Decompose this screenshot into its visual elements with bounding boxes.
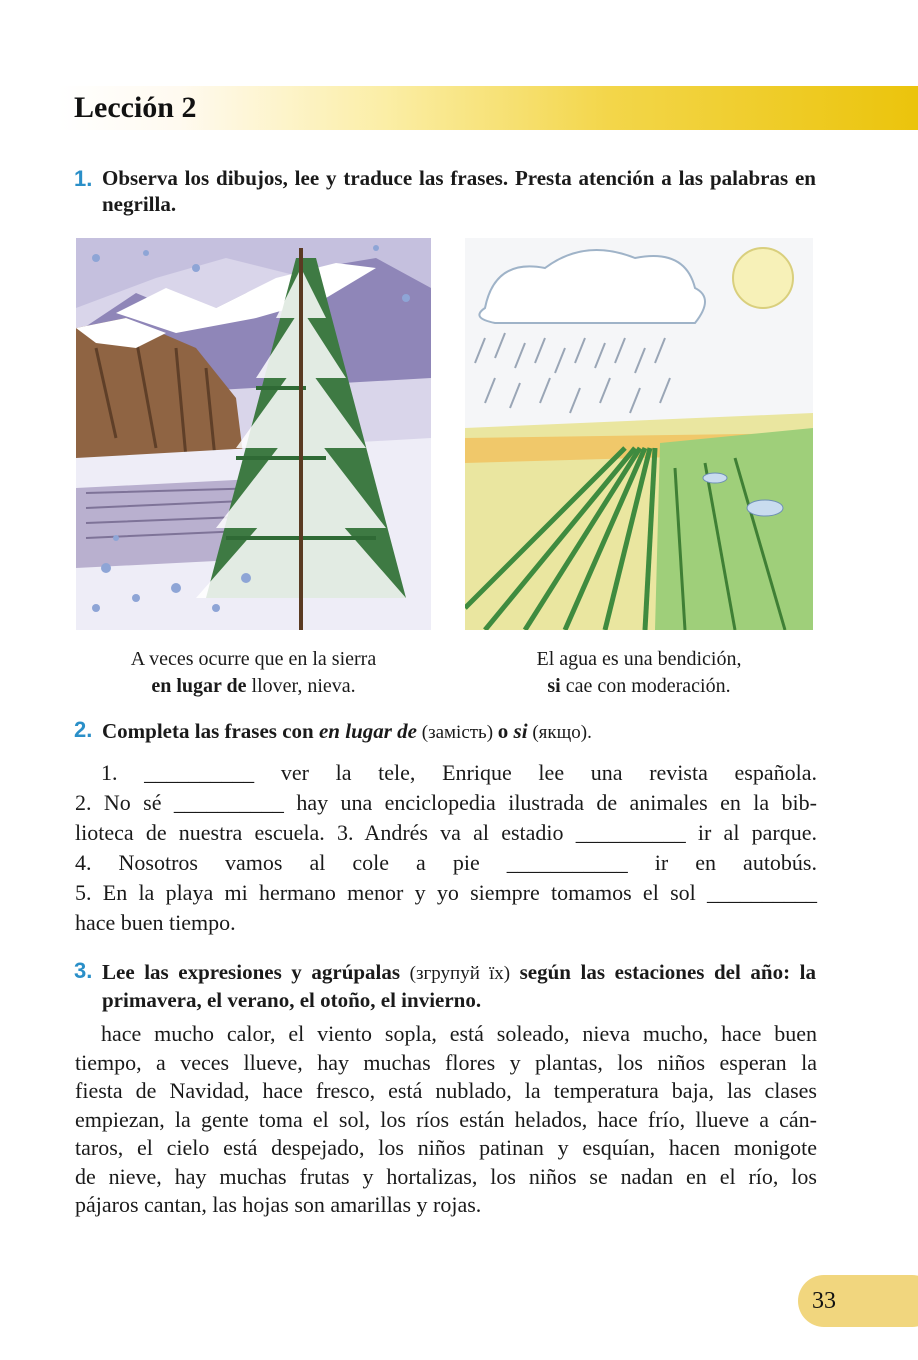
rain-fields-illustration — [465, 238, 813, 630]
exercise-3-instruction — [102, 959, 816, 1013]
exercise-3-number: 3. — [74, 958, 93, 983]
caption-left-line1: A veces ocurre que en la sierra — [130, 648, 377, 670]
exercise-3-instr-b: (згрупуй їх) — [409, 963, 511, 984]
caption-right-line2 — [465, 673, 813, 700]
exercise-2-instr-d: o — [497, 719, 514, 743]
exercise-3-line: pájaros cantan, las hojas son amarillas y rojas. — [75, 1192, 482, 1217]
exercise-2-sentences — [75, 758, 817, 938]
exercise-2-instr-a: Completa las frases con — [102, 719, 319, 743]
exercise-2-instr-e: si — [513, 719, 528, 743]
exercise-3-instr-c: según las estaciones del año: la primavera, el verano, el otoño, el invierno. — [102, 960, 816, 1012]
exercise-3-line: empiezan, la gente toma el sol, los ríos están helados, hace frío, llueve a cán- — [75, 1106, 817, 1132]
caption-left-line2 — [76, 673, 431, 700]
exercise-2-line: 1. __________ ver la tele, Enrique lee una revista española. — [101, 760, 817, 785]
exercise-2-instr-b: en lugar de — [318, 719, 417, 743]
exercise-1-number: 1. — [74, 166, 93, 191]
caption-right — [465, 646, 813, 700]
exercise-3-line: taros, el cielo está despejado, los niños patinan y esquían, hacen monigote — [75, 1135, 817, 1160]
exercise-2-instr-f: (якщо). — [527, 722, 592, 743]
exercise-3-line: hace mucho calor, el viento sopla, está soleado, nieva mucho, hace buen — [101, 1021, 817, 1046]
exercise-2-instr-c: (замість) — [417, 722, 498, 743]
exercise-3-line: tiempo, a veces llueve, hay muchas flores y plantas, los niños esperan la — [75, 1049, 817, 1075]
caption-right-line1: El agua es una bendición, — [536, 648, 742, 670]
exercise-2-instruction — [102, 718, 816, 746]
exercise-2-line: 2. No sé __________ hay una enciclopedia ilustrada de animales en la bib- — [75, 790, 817, 815]
lesson-title: Lección 2 — [74, 91, 197, 124]
caption-right-rest: cae con moderación. — [560, 675, 731, 697]
caption-right-bold: si — [547, 675, 561, 697]
exercise-3-instr-a: Lee las expresiones y agrúpalas — [102, 960, 410, 984]
exercise-3-line: fiesta de Navidad, hace fresco, está nublado, la temperatura baja, las clases — [75, 1078, 817, 1103]
exercise-2-line: 5. En la playa mi hermano menor y yo siempre tomamos el sol __________ — [75, 880, 817, 905]
snowy-mountain-illustration — [76, 238, 431, 630]
exercise-1-instruction: Observa los dibujos, lee y traduce las frases. Presta atención a las palabras en negrilla. — [102, 166, 816, 216]
caption-left-bold: en lugar de — [151, 675, 247, 697]
exercise-2-line: 4. Nosotros vamos al cole a pie ___________ ir en autobús. — [75, 850, 817, 875]
exercise-3-line: de nieve, hay muchas frutas y hortalizas, los niños se nadan en el río, los — [75, 1163, 817, 1189]
exercise-3-expressions — [75, 1020, 817, 1220]
caption-left-rest: llover, nieva. — [246, 675, 356, 697]
exercise-2-line: hace buen tiempo. — [75, 910, 236, 935]
exercise-2-number: 2. — [74, 717, 93, 742]
caption-left — [76, 646, 431, 700]
exercise-2-line: lioteca de nuestra escuela. 3. Andrés va al estadio __________ ir al parque. — [75, 820, 817, 845]
page-number: 33 — [812, 1288, 836, 1314]
